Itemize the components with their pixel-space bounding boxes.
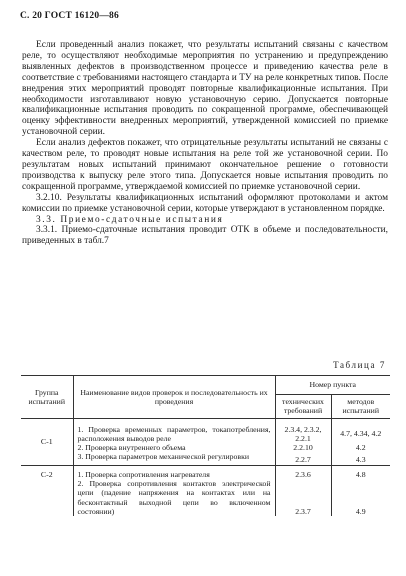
tech-req-value: 2.3.6: [275, 465, 331, 479]
group-name: С-1: [21, 418, 73, 465]
document-body: [22, 40, 388, 247]
section-paragraph: 3.3.1. Приемо-сдаточные испытания проводит ОТК в объеме и последовательности, приведенных в табл.7: [22, 225, 388, 247]
paragraph: Если анализ дефектов покажет, что отрицательные результаты испытаний не связаны с качеством реле, то проводят новые испытания на реле той же установочной серии. По результатам новых испытаний принимают окончательное решение о готовности производства к выпуску реле этого типа. Допускается новые испытания проводить по сокращенной программе, утверждаемой комиссией по приемке установочной серии.: [22, 138, 388, 192]
check-text: 2. Проверка внутреннего объема: [73, 443, 275, 452]
table-row: [21, 418, 390, 443]
table-row: [21, 452, 390, 465]
table-header-row: [21, 376, 390, 395]
method-value: 4.8: [331, 465, 390, 479]
header-checks: Наименование видов проверок и последовательность их проведения: [73, 376, 275, 419]
header-point-number: Номер пункта: [275, 376, 390, 395]
paragraph: Если проведенный анализ покажет, что результаты испытаний связаны с качеством реле, то осуществляют необходимые мероприятия по устранению и предупреждению выявленных дефектов в производственном процессе и приведению качества реле в соответствие с требованиями настоящего стандарта и ТУ на реле конкретных типов. После внедрения этих мероприятий проводят повторные квалификационные испытания. При необходимости изготавливают новую установочную серию. Допускается повторные квалификационные испытания проводить по сокращенной программе, обеспечивающей оценку эффективности внедренных мероприятий, утвержденной комиссией по приемке установочной серии.: [22, 40, 388, 138]
tests-table: [21, 375, 390, 516]
tech-req-value: 2.3.4, 2.3.2, 2.2.1: [275, 418, 331, 443]
tech-req-value: 2.3.7: [275, 479, 331, 516]
header-group: Группа испытаний: [21, 376, 73, 419]
section-title: 3.3. Приемо-сдаточные испытания: [36, 214, 224, 225]
check-text: 3. Проверка параметров механической регулировки: [73, 452, 275, 465]
check-text: 2. Проверка сопротивления контактов электрической цепи (падение напряжения на контактах или на бесконтактный выходной цепи во включенном состоянии): [73, 479, 275, 516]
table-row: [21, 443, 390, 452]
page-header: С. 20 ГОСТ 16120—86: [20, 11, 119, 21]
check-text: 1. Проверка временных параметров, токапотребления, расположения выводов реле: [73, 418, 275, 443]
table-row: [21, 479, 390, 516]
check-text: 1. Проверка сопротивления нагревателя: [73, 465, 275, 479]
table-caption: Таблица 7: [333, 360, 386, 370]
tech-req-value: 2.2.10: [275, 443, 331, 452]
method-value: 4.9: [355, 506, 366, 516]
paragraph: 3.2.10. Результаты квалификационных испытаний оформляют протоколами и актом комиссии по приемке установочной серии, которые утверждают в установленном порядке.: [22, 192, 388, 214]
method-value: 4.7, 4.34, 4.2: [340, 429, 382, 439]
group-name: С-2: [21, 465, 73, 516]
method-value: 4.2: [355, 443, 366, 453]
header-tech-req: технических требований: [275, 395, 331, 419]
header-methods: методов испытаний: [331, 395, 390, 419]
method-value: 4.3: [355, 455, 366, 465]
table-row: [21, 465, 390, 479]
tech-req-value: 2.2.7: [275, 452, 331, 465]
